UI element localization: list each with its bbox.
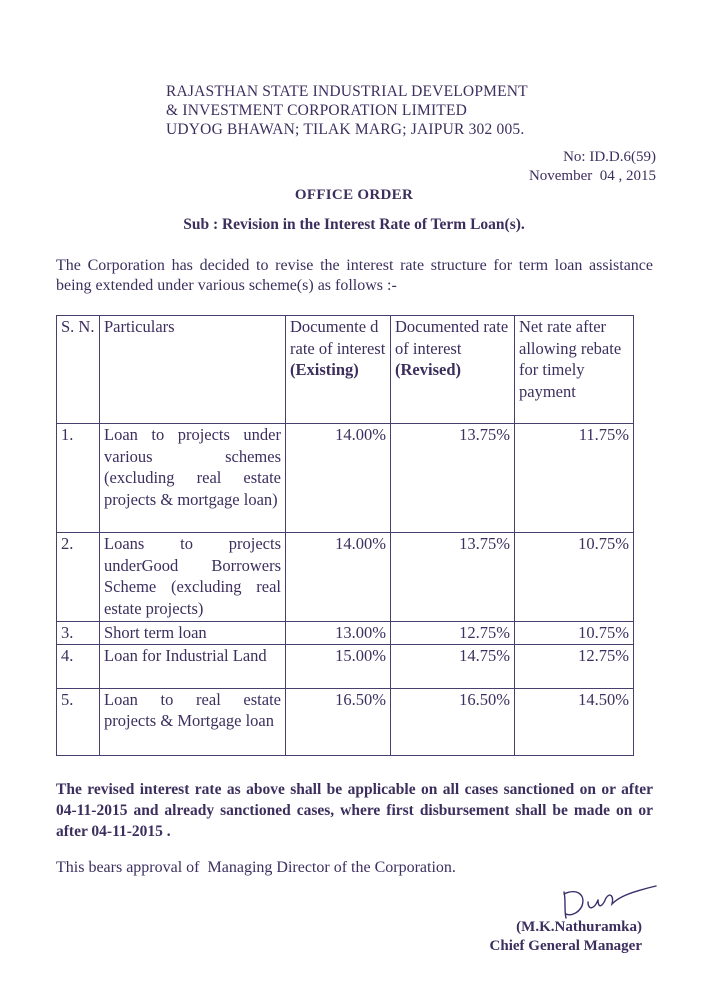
intro-paragraph: The Corporation has decided to revise the interest rate structure for term loan assistance being extended under various scheme(s) as follows :-: [56, 257, 653, 294]
row-net-rate: 11.75%: [515, 424, 634, 533]
reference-number: No: ID.D.6(59): [563, 149, 656, 165]
applicability-note: The revised interest rate as above shall be applicable on all cases sanctioned on or after 04-11-2015 and already sanctioned cases, where first disbursement shall be made on or after 04-11-2015 .: [56, 781, 653, 840]
header-revised-label: (Revised): [395, 360, 461, 379]
row-existing-rate: 15.00%: [286, 644, 391, 688]
signatory-name: (M.K.Nathuramka): [516, 919, 642, 935]
row-existing-rate: 16.50%: [286, 688, 391, 755]
header-sn: S. N.: [57, 316, 100, 424]
row-sn: 2.: [57, 533, 100, 622]
letterhead: [166, 82, 528, 139]
row-particulars: Short term loan: [100, 622, 286, 645]
row-particulars: Loan to real estate projects & Mortgage loan: [100, 688, 286, 755]
signatory-designation: Chief General Manager: [489, 938, 642, 954]
row-revised-rate: 14.75%: [391, 644, 515, 688]
header-net-rate: Net rate after allowing rebate for timely payment: [515, 316, 634, 424]
row-existing-rate: 14.00%: [286, 424, 391, 533]
header-existing-rate: [286, 316, 391, 424]
letterhead-line-1: RAJASTHAN STATE INDUSTRIAL DEVELOPMENT: [166, 83, 528, 100]
row-net-rate: 12.75%: [515, 644, 634, 688]
row-existing-rate: 13.00%: [286, 622, 391, 645]
table-row: [57, 424, 634, 533]
header-existing-label: (Existing): [290, 360, 359, 379]
approval-statement: This bears approval of Managing Director of the Corporation.: [56, 859, 456, 876]
row-revised-rate: 12.75%: [391, 622, 515, 645]
row-existing-rate: 14.00%: [286, 533, 391, 622]
row-revised-rate: 13.75%: [391, 533, 515, 622]
row-revised-rate: 16.50%: [391, 688, 515, 755]
row-particulars: Loan for Industrial Land: [100, 644, 286, 688]
row-sn: 1.: [57, 424, 100, 533]
row-particulars: Loans to projects underGood Borrowers Scheme (excluding real estate projects): [100, 533, 286, 622]
row-net-rate: 14.50%: [515, 688, 634, 755]
interest-rate-table: [56, 315, 634, 756]
table-header-row: [57, 316, 634, 424]
header-revised-text: Documented rate of interest: [395, 317, 509, 358]
reference-date: November 04 , 2015: [528, 168, 656, 184]
row-sn: 4.: [57, 644, 100, 688]
row-net-rate: 10.75%: [515, 622, 634, 645]
letterhead-line-3: UDYOG BHAWAN; TILAK MARG; JAIPUR 302 005.: [166, 121, 525, 138]
letterhead-line-2: & INVESTMENT CORPORATION LIMITED: [166, 102, 468, 119]
row-sn: 5.: [57, 688, 100, 755]
subject-line: Sub : Revision in the Interest Rate of Term Loan(s).: [183, 216, 525, 233]
table-row: [57, 533, 634, 622]
header-existing-text: Documente d rate of interest: [290, 317, 386, 358]
table-row: [57, 644, 634, 688]
table-row: [57, 688, 634, 755]
row-net-rate: 10.75%: [515, 533, 634, 622]
row-sn: 3.: [57, 622, 100, 645]
reference-block: [529, 148, 656, 186]
row-revised-rate: 13.75%: [391, 424, 515, 533]
row-particulars: Loan to projects under various schemes (excluding real estate projects & mortgage loan): [100, 424, 286, 533]
document-title: OFFICE ORDER: [294, 187, 414, 203]
header-particulars: Particulars: [100, 316, 286, 424]
header-revised-rate: [391, 316, 515, 424]
table-row: [57, 622, 634, 645]
